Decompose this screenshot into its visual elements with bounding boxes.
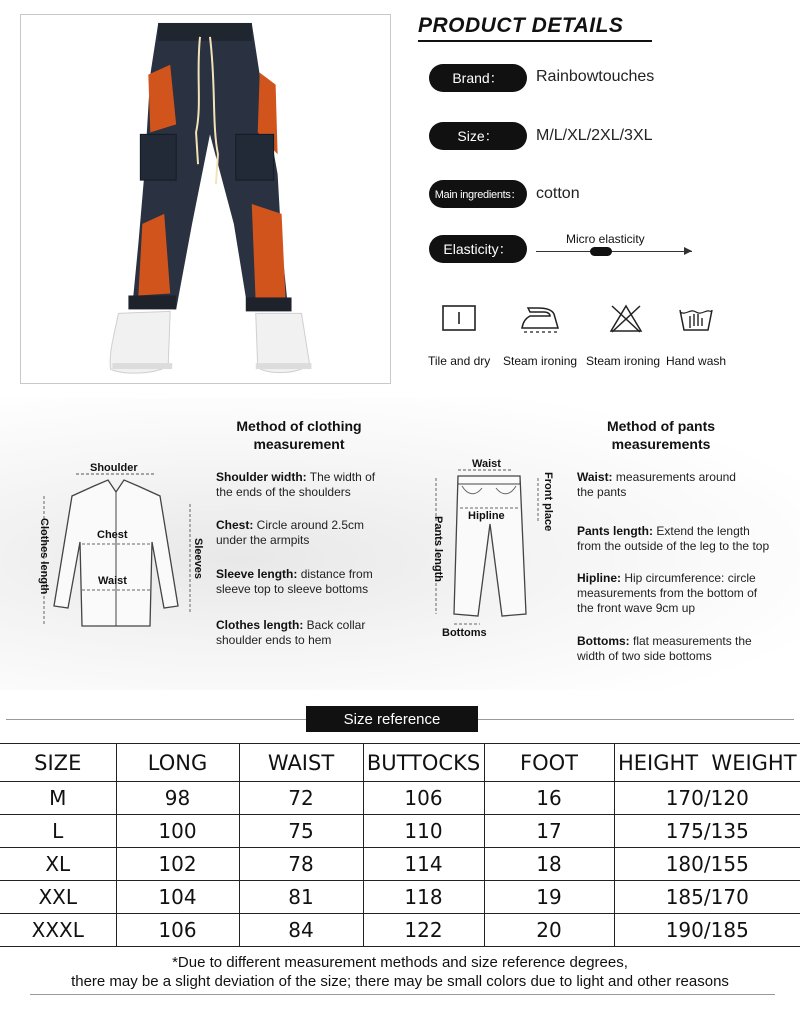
- pants-title-line2: measurements: [611, 436, 711, 452]
- care-label-dry: Tile and dry: [428, 354, 491, 368]
- cell: XXXL: [0, 914, 116, 947]
- pants-title-line1: Method of pants: [606, 418, 716, 434]
- sleeves-label: Sleeves: [192, 538, 204, 579]
- term: Hipline:: [577, 571, 621, 585]
- chest-label: Chest: [97, 529, 128, 541]
- cell: 175/135: [614, 815, 800, 848]
- ingredients-label: Main ingredients：: [429, 180, 527, 208]
- term: Clothes length:: [216, 618, 304, 632]
- cell: 84: [239, 914, 363, 947]
- cell: 190/185: [614, 914, 800, 947]
- hipline-text: [577, 571, 757, 616]
- cell: 78: [239, 848, 363, 881]
- clothing-method-title: [214, 417, 384, 453]
- desc: The width of: [306, 470, 376, 484]
- term: Chest:: [216, 518, 254, 532]
- col-height-weight: HEIGHT WEIGHT: [614, 744, 800, 782]
- care-label-bleach: Steam ironing: [586, 354, 661, 368]
- size-value: M/L/XL/2XL/3XL: [536, 127, 653, 144]
- elasticity-indicator: [590, 247, 612, 256]
- care-label-wash: Hand wash: [666, 354, 727, 368]
- table-header-row: [0, 744, 800, 782]
- cell: 122: [363, 914, 484, 947]
- col-buttocks: BUTTOCKS: [363, 744, 484, 782]
- hand-wash-icon: [676, 302, 716, 336]
- size-disclaimer: [0, 953, 800, 991]
- cell: 185/170: [614, 881, 800, 914]
- chest-text: [216, 518, 364, 548]
- cell: M: [0, 782, 116, 815]
- desc: width of two side bottoms: [577, 649, 712, 663]
- desc: the pants: [577, 485, 627, 499]
- cell: 16: [484, 782, 614, 815]
- iron-icon: [518, 302, 558, 336]
- cell: 170/120: [614, 782, 800, 815]
- cell: 81: [239, 881, 363, 914]
- cell: 106: [116, 914, 239, 947]
- hipline-label: Hipline: [468, 510, 505, 522]
- tumble-dry-icon: [440, 302, 480, 336]
- bottoms-label: Bottoms: [442, 627, 487, 639]
- desc: flat measurements the: [629, 634, 752, 648]
- product-photo: [20, 14, 391, 384]
- elasticity-label: Elasticity：: [429, 235, 527, 263]
- desc: Back collar: [303, 618, 366, 632]
- cell: 19: [484, 881, 614, 914]
- front-place-label: Front place: [542, 472, 554, 532]
- col-size: SIZE: [0, 744, 116, 782]
- cell: 102: [116, 848, 239, 881]
- desc: measurements around: [612, 470, 736, 484]
- cell: 75: [239, 815, 363, 848]
- cell: 20: [484, 914, 614, 947]
- disclaimer-line2: there may be a slight deviation of the size; there may be small colors due to light and other reasons: [71, 973, 729, 990]
- desc: sleeve top to sleeve bottoms: [216, 582, 369, 596]
- cell: 106: [363, 782, 484, 815]
- brand-label: Brand：: [429, 64, 527, 92]
- table-row: [0, 848, 800, 881]
- elasticity-scale: [536, 251, 692, 252]
- pants-length-label: Pants length: [432, 516, 444, 583]
- table-row: [0, 815, 800, 848]
- size-table: [0, 743, 800, 947]
- divider-right: [478, 719, 794, 720]
- term: Shoulder width:: [216, 470, 307, 484]
- pants-method-title: [588, 417, 734, 453]
- col-long: LONG: [116, 744, 239, 782]
- desc: the ends of the shoulders: [216, 485, 351, 499]
- cell: L: [0, 815, 116, 848]
- brand-value: Rainbowtouches: [536, 68, 655, 85]
- shirt-diagram: [34, 456, 214, 636]
- sleeve-length-text: [216, 567, 373, 597]
- disclaimer-line1: *Due to different measurement methods and size reference degrees,: [172, 954, 628, 971]
- bottom-divider: [30, 994, 775, 995]
- care-label-iron: Steam ironing: [503, 354, 578, 368]
- no-bleach-icon: [606, 302, 646, 336]
- cell: 104: [116, 881, 239, 914]
- cell: 180/155: [614, 848, 800, 881]
- cell: 118: [363, 881, 484, 914]
- desc: Hip circumference: circle: [621, 571, 756, 585]
- size-reference-title: Size reference: [306, 706, 478, 732]
- desc: under the armpits: [216, 533, 310, 547]
- title-underline: [418, 40, 652, 42]
- elasticity-arrow-icon: [684, 247, 692, 255]
- clothes-length-label: Clothes length: [38, 518, 50, 595]
- waist-label: Waist: [98, 575, 127, 587]
- cell: 72: [239, 782, 363, 815]
- product-details-title: PRODUCT DETAILS: [418, 14, 624, 37]
- elasticity-value: Micro elasticity: [566, 232, 645, 246]
- desc: the front wave 9cm up: [577, 601, 696, 615]
- bottoms-text: [577, 634, 752, 664]
- col-foot: FOOT: [484, 744, 614, 782]
- cell: XL: [0, 848, 116, 881]
- clothes-length-text: [216, 618, 365, 648]
- term: Pants length:: [577, 524, 654, 538]
- desc: measurements from the bottom of: [577, 586, 758, 600]
- term: Sleeve length:: [216, 567, 298, 581]
- divider-left: [6, 719, 306, 720]
- cell: XXL: [0, 881, 116, 914]
- pants-length-text: [577, 524, 769, 554]
- clothing-title-line1: Method of clothing: [236, 418, 362, 434]
- table-row: [0, 881, 800, 914]
- pants-waist-text: [577, 470, 736, 500]
- ingredients-value: cotton: [536, 185, 580, 202]
- cell: 17: [484, 815, 614, 848]
- shoulder-label: Shoulder: [90, 462, 138, 474]
- cell: 98: [116, 782, 239, 815]
- col-waist: WAIST: [239, 744, 363, 782]
- term: Waist:: [577, 470, 613, 484]
- size-label: Size：: [429, 122, 527, 150]
- cell: 18: [484, 848, 614, 881]
- cell: 100: [116, 815, 239, 848]
- clothing-title-line2: measurement: [253, 436, 345, 452]
- desc: from the outside of the leg to the top: [577, 539, 770, 553]
- measurement-section: [0, 398, 800, 690]
- desc: Extend the length: [653, 524, 750, 538]
- cargo-pants-illustration: [21, 15, 390, 383]
- desc: shoulder ends to hem: [216, 633, 332, 647]
- table-row: [0, 782, 800, 815]
- desc: Circle around 2.5cm: [253, 518, 365, 532]
- cell: 110: [363, 815, 484, 848]
- cell: 114: [363, 848, 484, 881]
- table-row: [0, 914, 800, 947]
- term: Bottoms:: [577, 634, 630, 648]
- desc: distance from: [297, 567, 373, 581]
- shoulder-width-text: [216, 470, 375, 500]
- pants-waist-label: Waist: [472, 458, 501, 470]
